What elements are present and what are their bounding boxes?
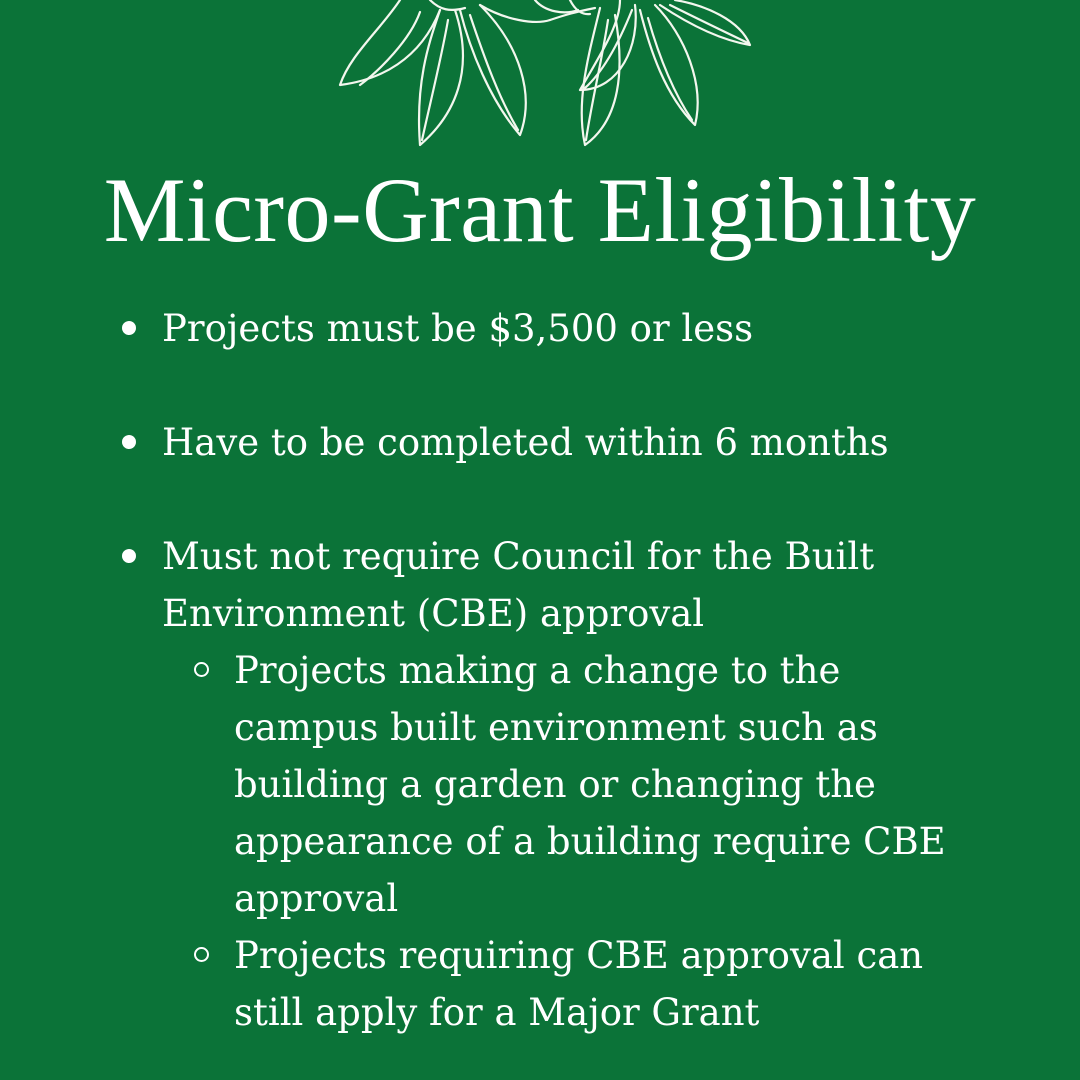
sub-list-item-text: Projects making a change to the campus built environment such as building a garden or changing the appearance of a building require CBE approval — [234, 649, 946, 920]
page-title: Micro-Grant Eligibility — [103, 159, 977, 261]
sub-list-item — [234, 642, 994, 927]
list-item — [162, 528, 1032, 1041]
sub-list-item — [234, 927, 994, 1041]
bullet-icon — [122, 549, 136, 563]
bullet-icon — [122, 321, 136, 335]
sub-list — [234, 642, 994, 1041]
list-item — [162, 300, 1032, 357]
ring-bullet-icon — [194, 947, 209, 962]
bullet-icon — [122, 435, 136, 449]
eligibility-list — [162, 300, 1032, 1041]
leaves-icon — [320, 0, 760, 150]
sub-list-item-text: Projects requiring CBE approval can still apply for a Major Grant — [234, 934, 924, 1034]
list-item — [162, 414, 1032, 471]
list-item-text: Projects must be $3,500 or less — [162, 307, 754, 350]
ring-bullet-icon — [194, 662, 209, 677]
list-item-text: Have to be completed within 6 months — [162, 421, 889, 464]
list-item-text: Must not require Council for the Built Environment (CBE) approval — [162, 535, 875, 635]
